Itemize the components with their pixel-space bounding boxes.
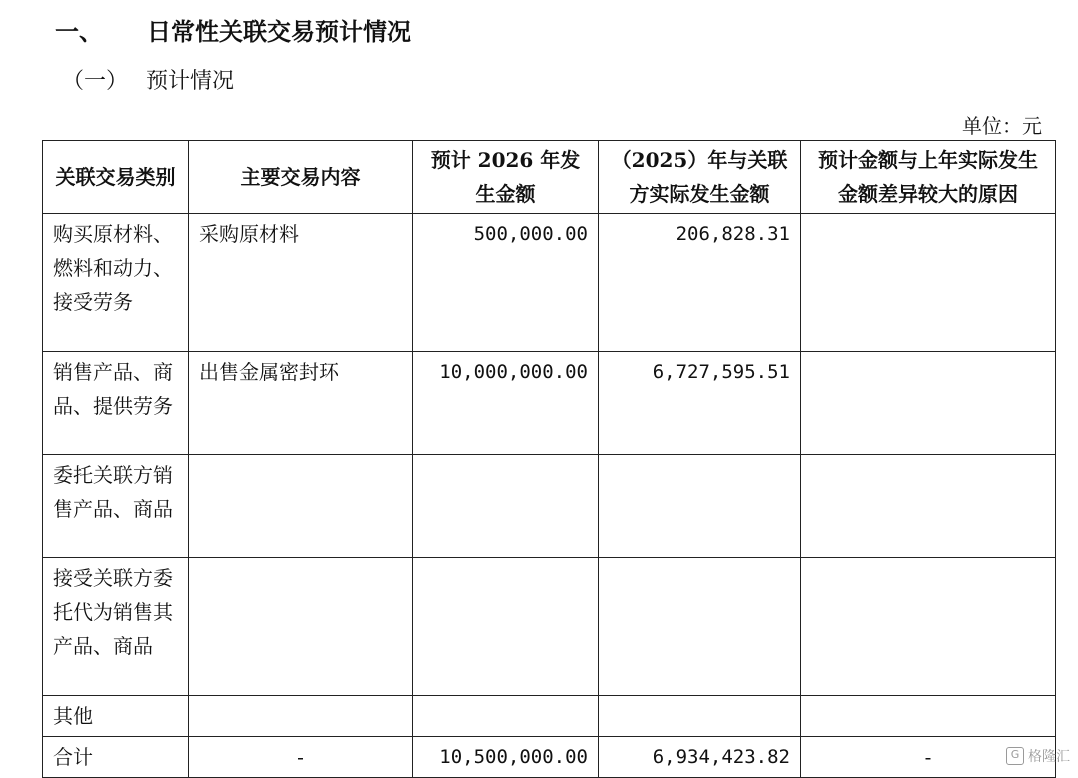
subsection-title: 预计情况 bbox=[146, 69, 235, 94]
watermark-logo-icon: G bbox=[1006, 747, 1024, 765]
section-title: 日常性关联交易预计情况 bbox=[147, 17, 411, 46]
cell-actual bbox=[599, 455, 801, 558]
unit-label: 单位：元 bbox=[962, 114, 1042, 138]
table-row bbox=[43, 214, 1056, 352]
header-actual: （2025）年与关联方实际发生金额 bbox=[599, 141, 801, 214]
header-type: 关联交易类别 bbox=[43, 141, 189, 214]
cell-actual bbox=[599, 558, 801, 696]
cell-type: 委托关联方销售产品、商品 bbox=[43, 455, 189, 558]
cell-content: 出售金属密封环 bbox=[189, 352, 413, 455]
cell-type: 接受关联方委托代为销售其产品、商品 bbox=[43, 558, 189, 696]
table-header-row bbox=[43, 141, 1056, 214]
subsection-number: （一） bbox=[62, 69, 129, 94]
cell-estimate bbox=[413, 696, 599, 737]
cell-estimate: 10,000,000.00 bbox=[413, 352, 599, 455]
table-row bbox=[43, 455, 1056, 558]
cell-reason bbox=[801, 696, 1056, 737]
cell-reason bbox=[801, 455, 1056, 558]
cell-actual bbox=[599, 696, 801, 737]
header-content: 主要交易内容 bbox=[189, 141, 413, 214]
cell-total-estimate: 10,500,000.00 bbox=[413, 737, 599, 778]
table-row bbox=[43, 696, 1056, 737]
section-heading bbox=[55, 12, 411, 47]
cell-estimate bbox=[413, 558, 599, 696]
cell-content bbox=[189, 455, 413, 558]
cell-type: 其他 bbox=[43, 696, 189, 737]
table-row bbox=[43, 352, 1056, 455]
cell-reason bbox=[801, 214, 1056, 352]
cell-total-label: 合计 bbox=[43, 737, 189, 778]
cell-actual: 6,727,595.51 bbox=[599, 352, 801, 455]
cell-content: 采购原材料 bbox=[189, 214, 413, 352]
watermark-text: 格隆汇 bbox=[1028, 749, 1070, 765]
cell-type: 销售产品、商品、提供劳务 bbox=[43, 352, 189, 455]
table-row bbox=[43, 558, 1056, 696]
watermark bbox=[1006, 746, 1070, 766]
cell-actual: 206,828.31 bbox=[599, 214, 801, 352]
cell-content: - bbox=[189, 737, 413, 778]
header-reason: 预计金额与上年实际发生金额差异较大的原因 bbox=[801, 141, 1056, 214]
related-transactions-table bbox=[42, 140, 1056, 778]
cell-content bbox=[189, 696, 413, 737]
cell-estimate: 500,000.00 bbox=[413, 214, 599, 352]
section-number: 一、 bbox=[55, 17, 103, 46]
subsection-heading bbox=[62, 64, 234, 95]
cell-reason: - bbox=[801, 737, 1056, 778]
header-estimate: 预计 2026 年发生金额 bbox=[413, 141, 599, 214]
cell-reason bbox=[801, 558, 1056, 696]
cell-type: 购买原材料、燃料和动力、接受劳务 bbox=[43, 214, 189, 352]
table-total-row bbox=[43, 737, 1056, 778]
cell-total-actual: 6,934,423.82 bbox=[599, 737, 801, 778]
cell-reason bbox=[801, 352, 1056, 455]
cell-content bbox=[189, 558, 413, 696]
cell-estimate bbox=[413, 455, 599, 558]
